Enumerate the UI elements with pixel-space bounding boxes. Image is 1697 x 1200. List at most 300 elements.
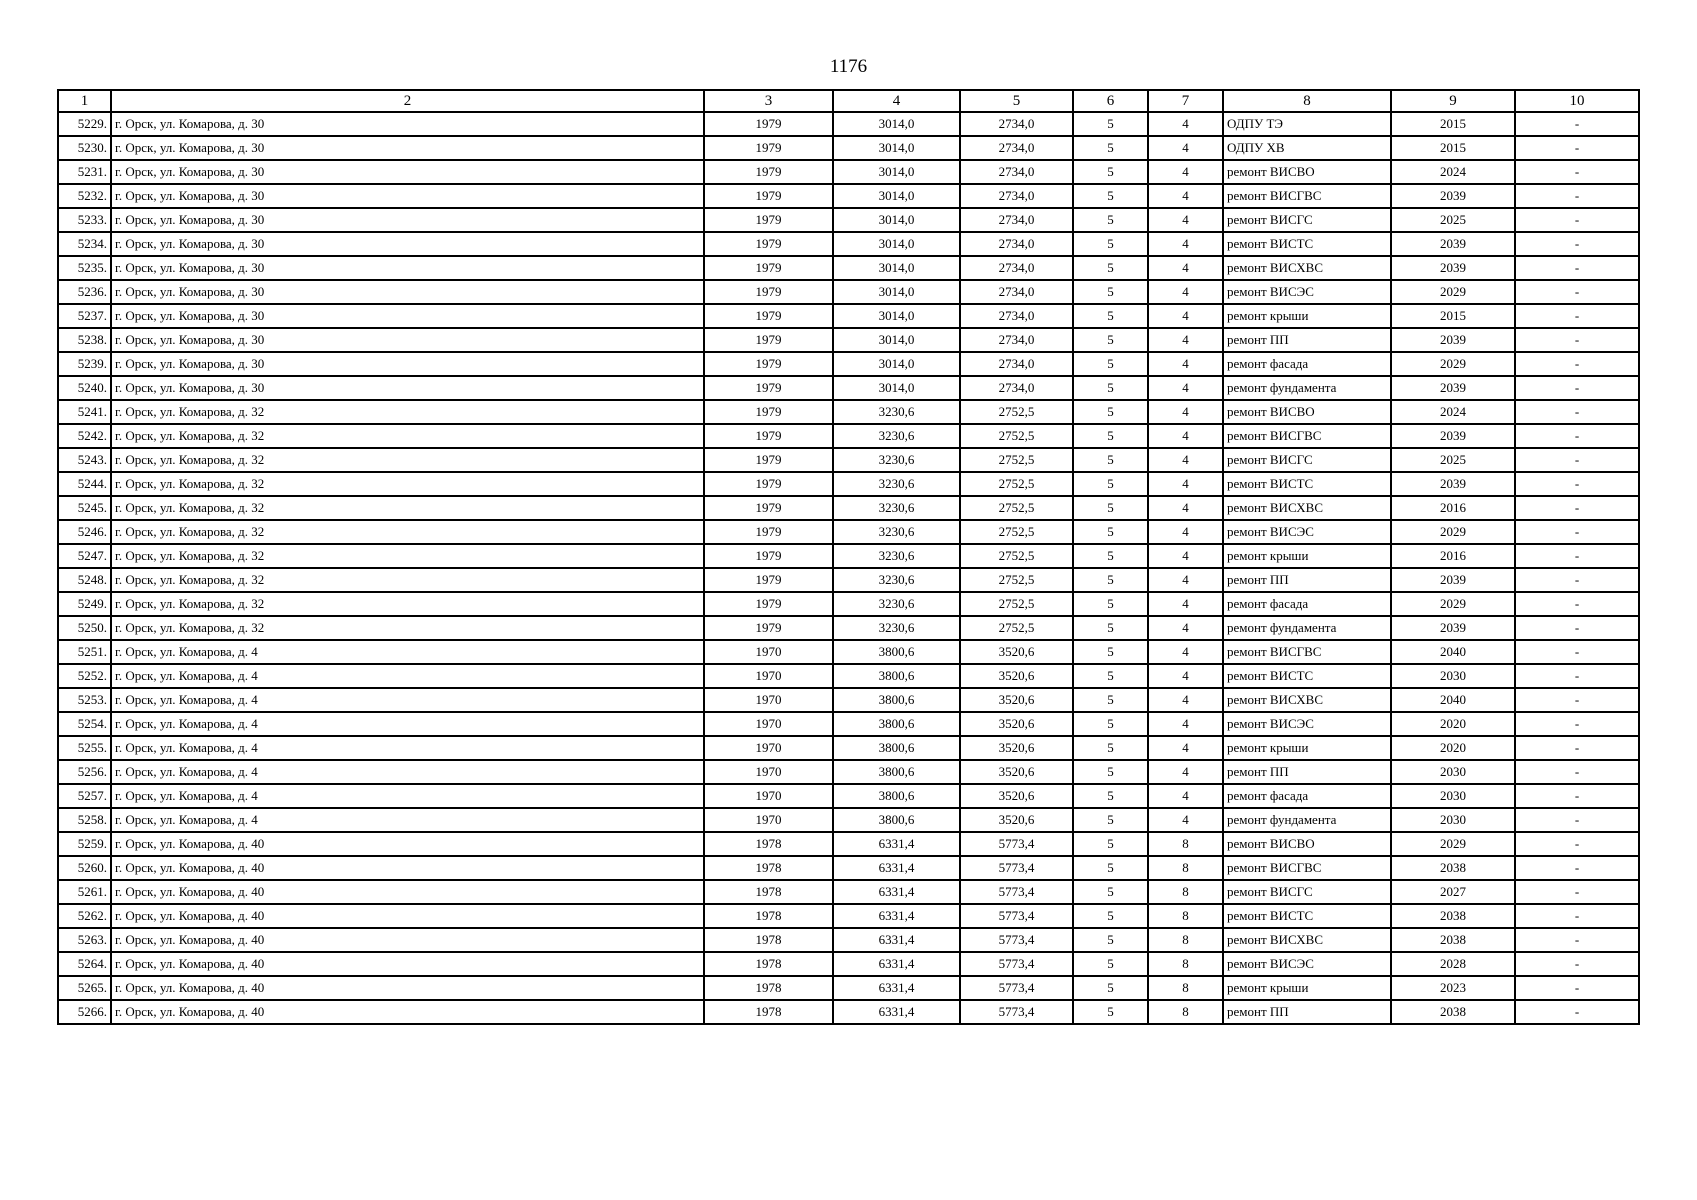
work-type-cell: ремонт ВИСХВС xyxy=(1223,496,1391,520)
note-cell: - xyxy=(1515,1000,1639,1024)
table-row xyxy=(58,664,1639,688)
living-area-cell: 2734,0 xyxy=(960,376,1073,400)
work-type-cell: ремонт ВИСТС xyxy=(1223,664,1391,688)
year-cell: 1978 xyxy=(704,928,833,952)
living-area-cell: 3520,6 xyxy=(960,808,1073,832)
living-area-cell: 2734,0 xyxy=(960,328,1073,352)
floors-cell: 5 xyxy=(1073,304,1148,328)
row-number-cell: 5251. xyxy=(58,640,111,664)
total-area-cell: 3800,6 xyxy=(833,736,960,760)
address-cell: г. Орск, ул. Комарова, д. 30 xyxy=(111,328,704,352)
living-area-cell: 5773,4 xyxy=(960,952,1073,976)
plan-year-cell: 2030 xyxy=(1391,784,1515,808)
address-cell: г. Орск, ул. Комарова, д. 30 xyxy=(111,184,704,208)
work-type-cell: ремонт фундамента xyxy=(1223,808,1391,832)
table-row xyxy=(58,496,1639,520)
floors-cell: 5 xyxy=(1073,568,1148,592)
entrances-cell: 4 xyxy=(1148,616,1223,640)
address-cell: г. Орск, ул. Комарова, д. 30 xyxy=(111,376,704,400)
table-row xyxy=(58,184,1639,208)
row-number-cell: 5232. xyxy=(58,184,111,208)
year-cell: 1979 xyxy=(704,352,833,376)
table-row xyxy=(58,904,1639,928)
floors-cell: 5 xyxy=(1073,1000,1148,1024)
total-area-cell: 3230,6 xyxy=(833,616,960,640)
work-type-cell: ремонт ВИСГС xyxy=(1223,208,1391,232)
plan-year-cell: 2024 xyxy=(1391,400,1515,424)
note-cell: - xyxy=(1515,976,1639,1000)
floors-cell: 5 xyxy=(1073,352,1148,376)
address-cell: г. Орск, ул. Комарова, д. 30 xyxy=(111,232,704,256)
work-type-cell: ремонт фасада xyxy=(1223,352,1391,376)
row-number-cell: 5239. xyxy=(58,352,111,376)
year-cell: 1978 xyxy=(704,904,833,928)
entrances-cell: 4 xyxy=(1148,520,1223,544)
work-type-cell: ремонт ВИСГВС xyxy=(1223,856,1391,880)
year-cell: 1979 xyxy=(704,448,833,472)
address-cell: г. Орск, ул. Комарова, д. 32 xyxy=(111,544,704,568)
work-type-cell: ремонт крыши xyxy=(1223,976,1391,1000)
plan-year-cell: 2039 xyxy=(1391,616,1515,640)
year-cell: 1970 xyxy=(704,760,833,784)
table-row xyxy=(58,736,1639,760)
work-type-cell: ремонт ВИСЭС xyxy=(1223,520,1391,544)
work-type-cell: ремонт ПП xyxy=(1223,328,1391,352)
work-type-cell: ремонт ВИСХВС xyxy=(1223,928,1391,952)
page-number: 1176 xyxy=(829,56,868,77)
note-cell: - xyxy=(1515,232,1639,256)
year-cell: 1979 xyxy=(704,112,833,136)
work-type-cell: ремонт фундамента xyxy=(1223,616,1391,640)
year-cell: 1979 xyxy=(704,496,833,520)
living-area-cell: 5773,4 xyxy=(960,880,1073,904)
work-type-cell: ремонт ПП xyxy=(1223,760,1391,784)
total-area-cell: 3014,0 xyxy=(833,160,960,184)
floors-cell: 5 xyxy=(1073,208,1148,232)
floors-cell: 5 xyxy=(1073,448,1148,472)
year-cell: 1978 xyxy=(704,880,833,904)
living-area-cell: 3520,6 xyxy=(960,712,1073,736)
table-row xyxy=(58,712,1639,736)
plan-year-cell: 2025 xyxy=(1391,448,1515,472)
total-area-cell: 6331,4 xyxy=(833,952,960,976)
living-area-cell: 5773,4 xyxy=(960,856,1073,880)
work-type-cell: ремонт ПП xyxy=(1223,1000,1391,1024)
year-cell: 1979 xyxy=(704,472,833,496)
floors-cell: 5 xyxy=(1073,664,1148,688)
living-area-cell: 5773,4 xyxy=(960,928,1073,952)
entrances-cell: 4 xyxy=(1148,352,1223,376)
address-cell: г. Орск, ул. Комарова, д. 4 xyxy=(111,736,704,760)
table-row xyxy=(58,520,1639,544)
year-cell: 1979 xyxy=(704,592,833,616)
row-number-cell: 5234. xyxy=(58,232,111,256)
total-area-cell: 3230,6 xyxy=(833,424,960,448)
column-header: 7 xyxy=(1148,90,1223,112)
entrances-cell: 4 xyxy=(1148,280,1223,304)
column-header: 3 xyxy=(704,90,833,112)
row-number-cell: 5255. xyxy=(58,736,111,760)
work-type-cell: ремонт ВИСТС xyxy=(1223,472,1391,496)
total-area-cell: 3014,0 xyxy=(833,136,960,160)
total-area-cell: 3800,6 xyxy=(833,664,960,688)
address-cell: г. Орск, ул. Комарова, д. 4 xyxy=(111,760,704,784)
plan-year-cell: 2016 xyxy=(1391,544,1515,568)
work-type-cell: ремонт ВИСЭС xyxy=(1223,952,1391,976)
address-cell: г. Орск, ул. Комарова, д. 30 xyxy=(111,352,704,376)
year-cell: 1970 xyxy=(704,640,833,664)
year-cell: 1970 xyxy=(704,736,833,760)
floors-cell: 5 xyxy=(1073,136,1148,160)
row-number-cell: 5262. xyxy=(58,904,111,928)
address-cell: г. Орск, ул. Комарова, д. 4 xyxy=(111,664,704,688)
note-cell: - xyxy=(1515,856,1639,880)
address-cell: г. Орск, ул. Комарова, д. 30 xyxy=(111,280,704,304)
table-row xyxy=(58,304,1639,328)
note-cell: - xyxy=(1515,928,1639,952)
work-type-cell: ремонт ВИСХВС xyxy=(1223,256,1391,280)
year-cell: 1979 xyxy=(704,232,833,256)
work-type-cell: ремонт крыши xyxy=(1223,304,1391,328)
note-cell: - xyxy=(1515,904,1639,928)
note-cell: - xyxy=(1515,256,1639,280)
table-row xyxy=(58,976,1639,1000)
floors-cell: 5 xyxy=(1073,520,1148,544)
total-area-cell: 6331,4 xyxy=(833,928,960,952)
total-area-cell: 3230,6 xyxy=(833,448,960,472)
plan-year-cell: 2020 xyxy=(1391,736,1515,760)
year-cell: 1970 xyxy=(704,664,833,688)
total-area-cell: 3800,6 xyxy=(833,808,960,832)
year-cell: 1978 xyxy=(704,1000,833,1024)
table-row xyxy=(58,688,1639,712)
plan-year-cell: 2040 xyxy=(1391,688,1515,712)
total-area-cell: 3230,6 xyxy=(833,544,960,568)
entrances-cell: 4 xyxy=(1148,136,1223,160)
note-cell: - xyxy=(1515,568,1639,592)
living-area-cell: 2734,0 xyxy=(960,208,1073,232)
entrances-cell: 4 xyxy=(1148,736,1223,760)
floors-cell: 5 xyxy=(1073,328,1148,352)
floors-cell: 5 xyxy=(1073,472,1148,496)
floors-cell: 5 xyxy=(1073,688,1148,712)
row-number-cell: 5235. xyxy=(58,256,111,280)
table-row xyxy=(58,136,1639,160)
plan-year-cell: 2029 xyxy=(1391,832,1515,856)
total-area-cell: 3230,6 xyxy=(833,520,960,544)
entrances-cell: 4 xyxy=(1148,112,1223,136)
living-area-cell: 3520,6 xyxy=(960,736,1073,760)
table-row xyxy=(58,856,1639,880)
row-number-cell: 5230. xyxy=(58,136,111,160)
plan-year-cell: 2038 xyxy=(1391,928,1515,952)
entrances-cell: 4 xyxy=(1148,664,1223,688)
entrances-cell: 4 xyxy=(1148,496,1223,520)
year-cell: 1979 xyxy=(704,544,833,568)
work-type-cell: ремонт ВИСГВС xyxy=(1223,424,1391,448)
address-cell: г. Орск, ул. Комарова, д. 32 xyxy=(111,400,704,424)
column-header: 1 xyxy=(58,90,111,112)
table-row xyxy=(58,232,1639,256)
row-number-cell: 5243. xyxy=(58,448,111,472)
plan-year-cell: 2015 xyxy=(1391,304,1515,328)
plan-year-cell: 2029 xyxy=(1391,592,1515,616)
entrances-cell: 4 xyxy=(1148,256,1223,280)
column-header: 5 xyxy=(960,90,1073,112)
note-cell: - xyxy=(1515,520,1639,544)
row-number-cell: 5264. xyxy=(58,952,111,976)
living-area-cell: 2734,0 xyxy=(960,136,1073,160)
row-number-cell: 5266. xyxy=(58,1000,111,1024)
living-area-cell: 2734,0 xyxy=(960,112,1073,136)
note-cell: - xyxy=(1515,880,1639,904)
entrances-cell: 8 xyxy=(1148,880,1223,904)
table-row xyxy=(58,880,1639,904)
note-cell: - xyxy=(1515,616,1639,640)
table-row xyxy=(58,568,1639,592)
floors-cell: 5 xyxy=(1073,760,1148,784)
total-area-cell: 3800,6 xyxy=(833,688,960,712)
floors-cell: 5 xyxy=(1073,112,1148,136)
plan-year-cell: 2025 xyxy=(1391,208,1515,232)
floors-cell: 5 xyxy=(1073,976,1148,1000)
year-cell: 1979 xyxy=(704,328,833,352)
note-cell: - xyxy=(1515,184,1639,208)
work-type-cell: ремонт фасада xyxy=(1223,784,1391,808)
plan-year-cell: 2029 xyxy=(1391,520,1515,544)
work-type-cell: ремонт ВИСГВС xyxy=(1223,184,1391,208)
note-cell: - xyxy=(1515,664,1639,688)
living-area-cell: 3520,6 xyxy=(960,760,1073,784)
total-area-cell: 3014,0 xyxy=(833,280,960,304)
total-area-cell: 3800,6 xyxy=(833,712,960,736)
living-area-cell: 2752,5 xyxy=(960,544,1073,568)
table-row xyxy=(58,280,1639,304)
plan-year-cell: 2015 xyxy=(1391,112,1515,136)
table-header-row xyxy=(58,90,1639,112)
floors-cell: 5 xyxy=(1073,424,1148,448)
entrances-cell: 8 xyxy=(1148,952,1223,976)
floors-cell: 5 xyxy=(1073,616,1148,640)
year-cell: 1979 xyxy=(704,208,833,232)
plan-year-cell: 2039 xyxy=(1391,568,1515,592)
row-number-cell: 5238. xyxy=(58,328,111,352)
living-area-cell: 5773,4 xyxy=(960,904,1073,928)
living-area-cell: 5773,4 xyxy=(960,832,1073,856)
living-area-cell: 3520,6 xyxy=(960,784,1073,808)
address-cell: г. Орск, ул. Комарова, д. 30 xyxy=(111,304,704,328)
floors-cell: 5 xyxy=(1073,856,1148,880)
living-area-cell: 2734,0 xyxy=(960,232,1073,256)
living-area-cell: 2752,5 xyxy=(960,616,1073,640)
note-cell: - xyxy=(1515,352,1639,376)
address-cell: г. Орск, ул. Комарова, д. 4 xyxy=(111,808,704,832)
row-number-cell: 5249. xyxy=(58,592,111,616)
work-type-cell: ремонт ВИСХВС xyxy=(1223,688,1391,712)
total-area-cell: 3014,0 xyxy=(833,328,960,352)
total-area-cell: 3800,6 xyxy=(833,760,960,784)
entrances-cell: 4 xyxy=(1148,592,1223,616)
note-cell: - xyxy=(1515,688,1639,712)
note-cell: - xyxy=(1515,424,1639,448)
floors-cell: 5 xyxy=(1073,904,1148,928)
address-cell: г. Орск, ул. Комарова, д. 30 xyxy=(111,256,704,280)
plan-year-cell: 2030 xyxy=(1391,808,1515,832)
entrances-cell: 4 xyxy=(1148,640,1223,664)
floors-cell: 5 xyxy=(1073,952,1148,976)
entrances-cell: 4 xyxy=(1148,544,1223,568)
year-cell: 1979 xyxy=(704,400,833,424)
note-cell: - xyxy=(1515,736,1639,760)
address-cell: г. Орск, ул. Комарова, д. 32 xyxy=(111,568,704,592)
floors-cell: 5 xyxy=(1073,808,1148,832)
floors-cell: 5 xyxy=(1073,592,1148,616)
plan-year-cell: 2015 xyxy=(1391,136,1515,160)
work-type-cell: ремонт ВИСТС xyxy=(1223,904,1391,928)
work-type-cell: ремонт ВИСЭС xyxy=(1223,280,1391,304)
year-cell: 1970 xyxy=(704,808,833,832)
plan-year-cell: 2039 xyxy=(1391,184,1515,208)
plan-year-cell: 2039 xyxy=(1391,376,1515,400)
row-number-cell: 5254. xyxy=(58,712,111,736)
address-cell: г. Орск, ул. Комарова, д. 30 xyxy=(111,136,704,160)
plan-year-cell: 2029 xyxy=(1391,352,1515,376)
entrances-cell: 8 xyxy=(1148,904,1223,928)
work-type-cell: ремонт ВИСГС xyxy=(1223,880,1391,904)
work-type-cell: ремонт фасада xyxy=(1223,592,1391,616)
plan-year-cell: 2028 xyxy=(1391,952,1515,976)
row-number-cell: 5261. xyxy=(58,880,111,904)
note-cell: - xyxy=(1515,448,1639,472)
address-cell: г. Орск, ул. Комарова, д. 40 xyxy=(111,904,704,928)
total-area-cell: 3800,6 xyxy=(833,640,960,664)
living-area-cell: 2752,5 xyxy=(960,568,1073,592)
floors-cell: 5 xyxy=(1073,496,1148,520)
table-row xyxy=(58,592,1639,616)
work-type-cell: ремонт ВИСВО xyxy=(1223,832,1391,856)
row-number-cell: 5244. xyxy=(58,472,111,496)
address-cell: г. Орск, ул. Комарова, д. 40 xyxy=(111,880,704,904)
floors-cell: 5 xyxy=(1073,280,1148,304)
floors-cell: 5 xyxy=(1073,544,1148,568)
note-cell: - xyxy=(1515,712,1639,736)
row-number-cell: 5252. xyxy=(58,664,111,688)
address-cell: г. Орск, ул. Комарова, д. 32 xyxy=(111,448,704,472)
row-number-cell: 5250. xyxy=(58,616,111,640)
total-area-cell: 6331,4 xyxy=(833,1000,960,1024)
total-area-cell: 3014,0 xyxy=(833,232,960,256)
address-cell: г. Орск, ул. Комарова, д. 30 xyxy=(111,208,704,232)
table-row xyxy=(58,952,1639,976)
year-cell: 1979 xyxy=(704,304,833,328)
entrances-cell: 4 xyxy=(1148,448,1223,472)
living-area-cell: 2734,0 xyxy=(960,160,1073,184)
year-cell: 1970 xyxy=(704,712,833,736)
table-row xyxy=(58,1000,1639,1024)
year-cell: 1978 xyxy=(704,832,833,856)
entrances-cell: 4 xyxy=(1148,712,1223,736)
work-type-cell: ремонт фундамента xyxy=(1223,376,1391,400)
total-area-cell: 6331,4 xyxy=(833,904,960,928)
work-type-cell: ремонт ВИСГВС xyxy=(1223,640,1391,664)
year-cell: 1970 xyxy=(704,688,833,712)
note-cell: - xyxy=(1515,136,1639,160)
living-area-cell: 5773,4 xyxy=(960,1000,1073,1024)
address-cell: г. Орск, ул. Комарова, д. 40 xyxy=(111,1000,704,1024)
row-number-cell: 5241. xyxy=(58,400,111,424)
row-number-cell: 5248. xyxy=(58,568,111,592)
plan-year-cell: 2040 xyxy=(1391,640,1515,664)
column-header: 8 xyxy=(1223,90,1391,112)
plan-year-cell: 2039 xyxy=(1391,424,1515,448)
entrances-cell: 8 xyxy=(1148,832,1223,856)
year-cell: 1979 xyxy=(704,424,833,448)
note-cell: - xyxy=(1515,640,1639,664)
table-row xyxy=(58,544,1639,568)
table-row xyxy=(58,448,1639,472)
address-cell: г. Орск, ул. Комарова, д. 30 xyxy=(111,160,704,184)
row-number-cell: 5253. xyxy=(58,688,111,712)
entrances-cell: 4 xyxy=(1148,304,1223,328)
total-area-cell: 6331,4 xyxy=(833,880,960,904)
floors-cell: 5 xyxy=(1073,712,1148,736)
living-area-cell: 2734,0 xyxy=(960,184,1073,208)
table-row xyxy=(58,808,1639,832)
note-cell: - xyxy=(1515,160,1639,184)
address-cell: г. Орск, ул. Комарова, д. 4 xyxy=(111,640,704,664)
total-area-cell: 3014,0 xyxy=(833,304,960,328)
living-area-cell: 2752,5 xyxy=(960,448,1073,472)
column-header: 2 xyxy=(111,90,704,112)
living-area-cell: 2734,0 xyxy=(960,280,1073,304)
note-cell: - xyxy=(1515,208,1639,232)
row-number-cell: 5257. xyxy=(58,784,111,808)
table-row xyxy=(58,616,1639,640)
floors-cell: 5 xyxy=(1073,256,1148,280)
address-cell: г. Орск, ул. Комарова, д. 4 xyxy=(111,712,704,736)
column-header: 4 xyxy=(833,90,960,112)
entrances-cell: 4 xyxy=(1148,232,1223,256)
table-row xyxy=(58,424,1639,448)
note-cell: - xyxy=(1515,832,1639,856)
plan-year-cell: 2039 xyxy=(1391,232,1515,256)
total-area-cell: 3230,6 xyxy=(833,568,960,592)
work-type-cell: ремонт ПП xyxy=(1223,568,1391,592)
plan-year-cell: 2016 xyxy=(1391,496,1515,520)
total-area-cell: 6331,4 xyxy=(833,856,960,880)
living-area-cell: 2752,5 xyxy=(960,496,1073,520)
table-row xyxy=(58,784,1639,808)
note-cell: - xyxy=(1515,544,1639,568)
living-area-cell: 2752,5 xyxy=(960,592,1073,616)
entrances-cell: 4 xyxy=(1148,424,1223,448)
work-type-cell: ремонт крыши xyxy=(1223,544,1391,568)
plan-year-cell: 2039 xyxy=(1391,328,1515,352)
entrances-cell: 4 xyxy=(1148,472,1223,496)
row-number-cell: 5260. xyxy=(58,856,111,880)
entrances-cell: 8 xyxy=(1148,856,1223,880)
plan-year-cell: 2023 xyxy=(1391,976,1515,1000)
total-area-cell: 3014,0 xyxy=(833,352,960,376)
plan-year-cell: 2029 xyxy=(1391,280,1515,304)
note-cell: - xyxy=(1515,280,1639,304)
table-row xyxy=(58,640,1639,664)
year-cell: 1978 xyxy=(704,952,833,976)
plan-year-cell: 2039 xyxy=(1391,472,1515,496)
plan-year-cell: 2039 xyxy=(1391,256,1515,280)
floors-cell: 5 xyxy=(1073,928,1148,952)
entrances-cell: 4 xyxy=(1148,760,1223,784)
